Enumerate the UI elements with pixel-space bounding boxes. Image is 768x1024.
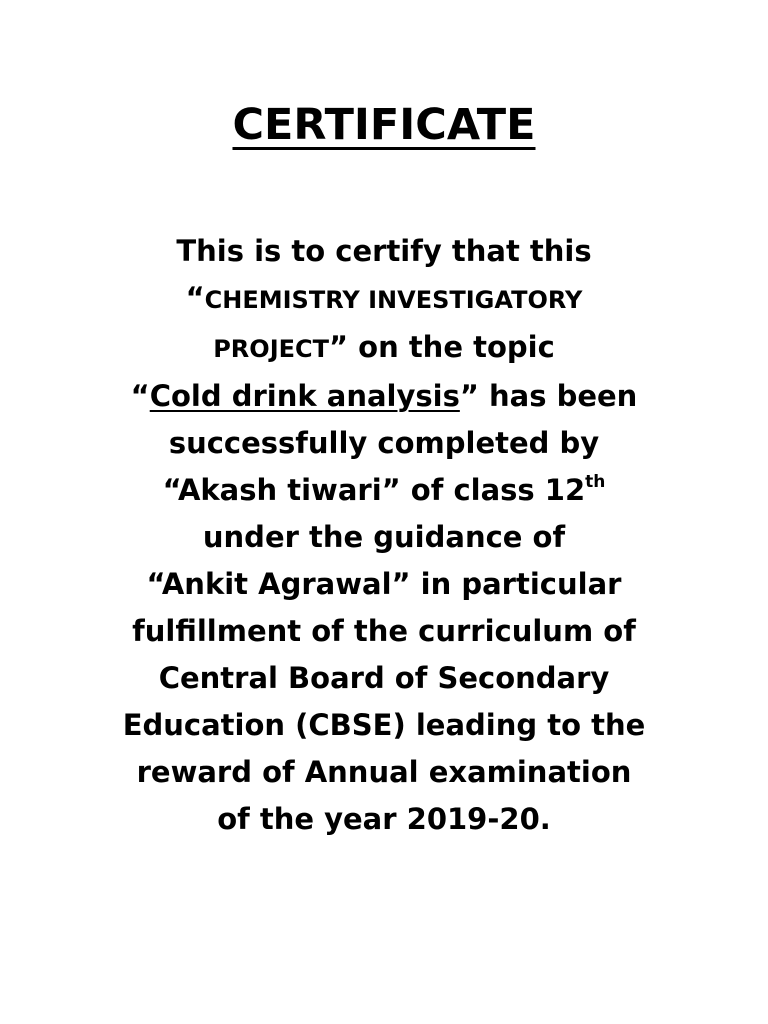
body-line-5: successfully completed by [168,426,600,460]
body-line-1: This is to certify that this [176,234,592,268]
body-line-9: fulfillment of the curriculum of [132,614,636,648]
body-line-8: “Ankit Agrawal” in particular [146,567,622,601]
body-line-11: Education (CBSE) leading to the [122,708,646,742]
open-quote: “ [185,281,205,315]
body-line-10: Central Board of Secondary [158,661,610,695]
certificate-body [0,228,768,843]
student-name-class: “Akash tiwari” of class 12 [162,473,586,507]
project-topic: Cold drink analysis [149,379,460,413]
body-line-3-rest: ” on the topic [329,330,555,364]
body-line-4-rest: ” has been [459,379,638,413]
body-line-3 [0,324,768,373]
body-line-4 [0,373,768,420]
certificate-title: CERTIFICATE [232,100,536,150]
body-line-7: under the guidance of [202,520,566,554]
body-line-2 [0,275,768,324]
class-suffix: th [585,472,606,492]
body-line-13: of the year 2019-20. [217,802,551,836]
project-name-part-2: PROJECT [213,335,329,363]
project-name-part-1: CHEMISTRY INVESTIGATORY [204,286,583,314]
body-line-12: reward of Annual examination [136,755,632,789]
body-line-6 [0,467,768,514]
topic-open-quote: “ [130,379,150,413]
